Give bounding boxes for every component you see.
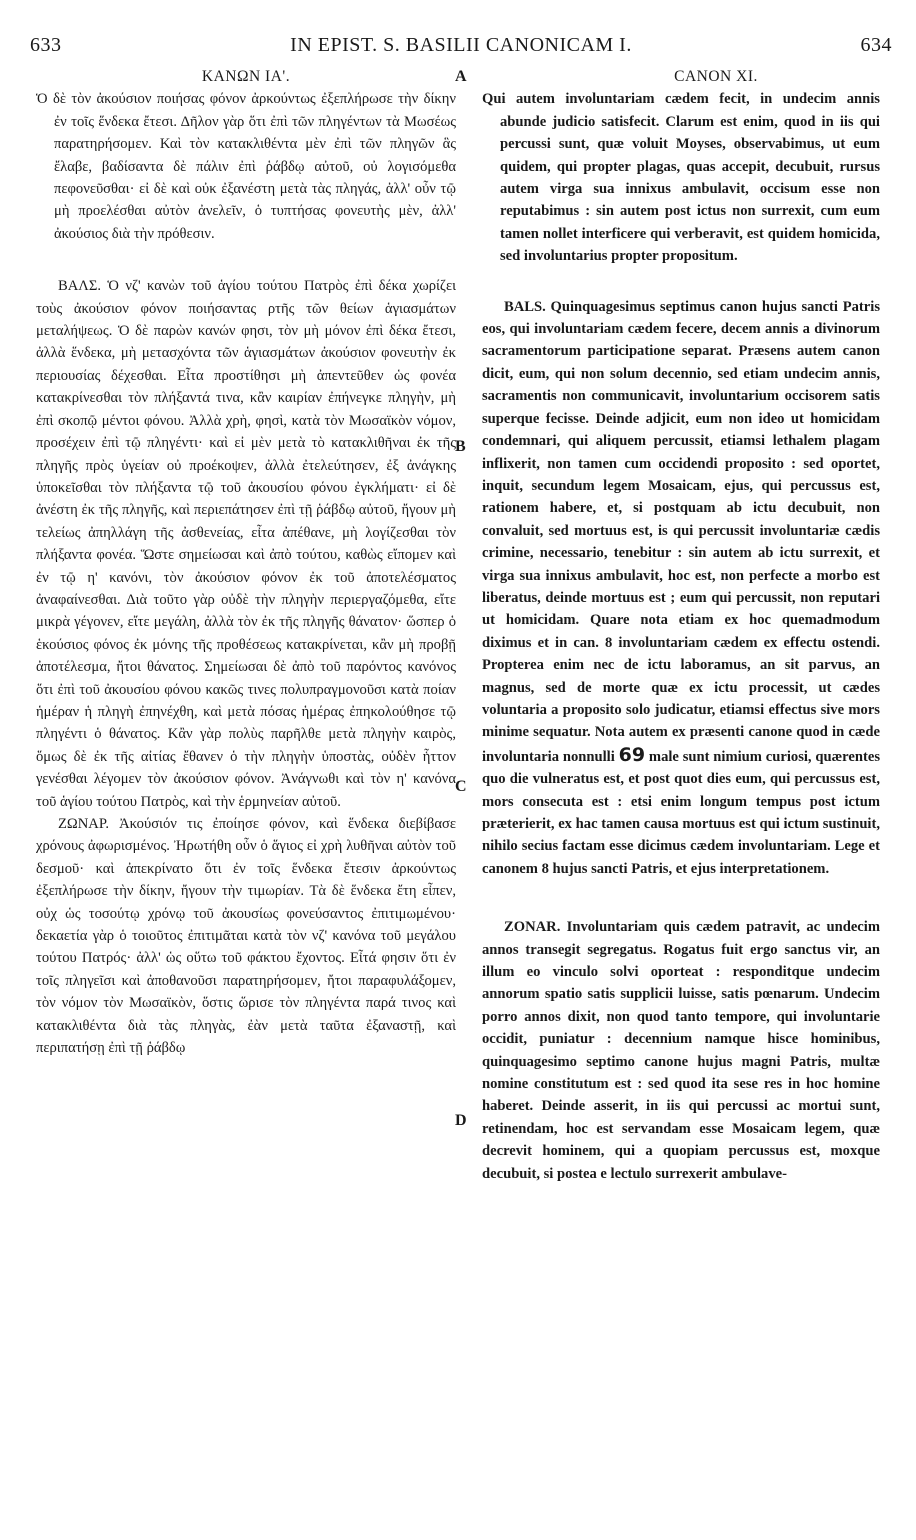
page-number-right: 634 [860, 34, 892, 56]
running-head [30, 34, 892, 60]
running-title: IN EPIST. S. BASILII CANONICAM I. [290, 34, 632, 56]
greek-column [36, 66, 456, 1059]
margin-letter-b: B [455, 438, 466, 455]
latin-canon-title: CANON XI. [674, 68, 758, 85]
latin-zonaras-commentary: ZONAR. Involuntariam quis cædem patravit, ac undecim annos transegit segregatus. Rogatus fuit ergo sanctus vir, an illum eo vinculo solvi oporteat : responditque undecim annorum spatio satis supplicii luisse, satis pœnarum. Undecim porro annos dixit, non quod tanto tempore, qui involuntarie occidit, puniatur : decennium namque hisce hominibus, quinquagesimo septimo canone hujus magni Patris, multæ nomine constitutum est : sed quod ita sese res in hoc homine haberet. Deinde asserit, in iis qui percussi ac mortui sunt, retinendam, hoc est servandam esse Mosaicam legem, quæ decrevit hominem, qui a quopiam percussus est, moxque decubuit, si postea e lectulo surrexerit ambulave- [482, 919, 880, 1182]
latin-column [482, 66, 880, 1185]
latin-balsamon-text-b: male sunt nimium curiosi, quærentes quo die vulneratus est, et post quot dies eum, qui percussus est, mors consecuta est : etsi enim longum tempus post ictum præterierit, ex hac tamen causa mortuus est qui ictum sustinuit, nihilo secius factam esse dicimus cædem involuntariam. Lege et canonem 8 hujus sancti Patris, et ejus interpretationem. [482, 748, 880, 877]
margin-letter-a: A [455, 68, 467, 85]
latin-balsamon-text-a: BALS. Quinquagesimus septimus canon hujus sancti Patris eos, qui involuntariam cædem fecere, decem annis a divinorum sacramentorum participatione separat. Præsens autem canon dicit, eum, qui non solum decennio, sed etiam undecim annis, sacramentis non communicavit, involuntarium occisorem satis superque fecisse. Deinde adjicit, eum non ideo ut homicidam condemnari, qui aliquem percussit, etiamsi lethalem plagam inflixerit, non tamen cum occidendi proposito : sed oportet, inquit, secundum legem Mosaicam, ejus, qui percussus est, rationem habere, et, si postquam ab ictu decubuit, non convaluit, sed mortuus est, is qui percussit involuntariæ cædis crimine, necessario, tenebitur : sin autem ab ictu surrexit, et virga sua innixus ambulavit, hoc est, non perfecte a morbo est liberatus, deinde mortuus est ; eum qui percussit, non reputari ut homicidam. Quare nota etiam ex hoc quemadmodum diximus et in can. 8 involuntariam cædem ex effectu ostendi. Propterea enim nec de ictu laboramus, an sit parvus, an magnus, sed de morte quæ ex ictu processit, ut cædes voluntaria a proposito solo judicatur, etiamsi effectus sive mors minime sequatur. Nota autem ex præsenti canone quod in cæde involuntaria nonnulli [482, 298, 880, 765]
greek-canon-text: Ὁ δὲ τὸν ἀκούσιον ποιήσας φόνον ἀρκούντως ἐξεπλήρωσε τὴν δίκην ἐν τοῖς ἕνδεκα ἔτεσι. Δῆλον γὰρ ὅτι ἐπὶ τῶν πληγέντων τὰ Μωσέως παρατηρήσομεν. Καὶ τὸν κατακλιθέντα μὲν ἐπὶ τῶν πληγῶν ἃς ἔλαβε, βαδίσαντα δὲ πάλιν ἐπὶ ῥάβδῳ αὐτοῦ, οὐ λογισόμεθα πεφονεῦσθαι· εἰ δὲ καὶ οὐκ ἐξανέστη μετὰ τὰς πληγάς, ἀλλ' οὖν τῷ μὴ προελέσθαι αὐτὸν ἀνελεῖν, ὁ τυπτήσας φονευτὴς μὲν, ἀλλ' ἀκούσιος διὰ τὴν πρόθεσιν. [36, 91, 456, 242]
greek-zonaras-commentary: ΖΩΝΑΡ. Ἀκούσιόν τις ἐποίησε φόνον, καὶ ἕνδεκα διεβίβασε χρόνους ἀφωρισμένος. Ἠρωτήθη οὖν ὁ ἅγιος εἰ χρὴ λυθῆναι αὐτὸν τοῦ δεσμοῦ· καὶ ἀπεκρίνατο ὅτι ἐν τοῖς ἕνδεκα ἔτεσιν ἀρκούντως ἐξεπλήρωσε τὴν δίκην, ἤγουν τὴν τιμωρίαν. Τὰ δὲ ἕνδεκα ἔτη εἶπεν, οὐχ ὡς τοσούτῳ χρόνῳ τοῦ ἀκουσίως φονεύσαντος ἐπιτιμωμένου· δεκαετία γὰρ ὁ τοιοῦτος ἐπιτιμᾶται κατὰ τὸν νζ' κανόνα τοῦ μεγάλου τούτου Πατρός· ἀλλ' ὡς οὕτω τοῦ φάκτου ἔχοντος. Εἶτά φησιν ὅτι ἐν τοῖς πληγεῖσι καὶ ἀποθανοῦσι παρατηρήσομεν, ἤτοι παραφυλάξομεν, τὸν νόμον τὸν Μωσαϊκὸν, ὅστις ὥρισε τὸν πληγέντα παρά τινος καὶ κατακλιθέντα διὰ τὰς πληγὰς, ἐὰν μετὰ ταῦτα ἐξαναστῇ, καὶ περιπατήσῃ ἐπὶ τῇ ῥάβδῳ [36, 816, 456, 1057]
latin-canon-text: Qui autem involuntariam cædem fecit, in undecim annis abunde judicio satisfecit. Clarum est enim, quod in iis qui percussi sunt, quæ voluit Moyses, observabimus, ut eum quidem, qui propter plagas, quas accepit, decubuit, rursus autem virga sua innixus ambulavit, occisum esse non reputabimus : sin autem post ictus non surrexit, cum eum tamen nollet interficere qui verberavit, est quidem homicida, sed involuntarius propter propositum. [482, 91, 880, 265]
margin-letter-d: D [455, 1112, 467, 1129]
latin-balsamon-commentary [482, 296, 880, 881]
page-number-left: 633 [30, 34, 62, 56]
greek-balsamon-commentary: ΒΑΛΣ. Ὁ νζ' κανὼν τοῦ ἁγίου τούτου Πατρὸς ἐπὶ δέκα χωρίζει τοὺς ἀκούσιον φόνον ποιήσαντας ρτῆς τῶν θείων ἁγιασμάτων μεταλήψεως. Ὁ δὲ παρὼν κανών φησι, τὸν μὴ μόνον ἐπὶ δέκα ἔτεσι, ἀλλὰ ἕνδεκα, μὴ μετασχόντα τῶν ἁγιασμάτων ἀκούσιον φονευτὴν ἐκ περιουσίας δέχεσθαι. Εἶτα προστίθησι μὴ ἀπεντεῦθεν ὡς φονέα κατακρίνεσθαι τὸν πλήξαντά τινα, κἂν καιρίαν ἐπήνεγκε πληγὴν, μὴ ἐπὶ σκοπῷ μέντοι φόνου. Ἀλλὰ χρὴ, φησὶ, κατὰ τὸν Μωσαϊκὸν νόμον, προσέχειν ἐπὶ τῷ πληγέντι· καὶ εἰ μὲν μετὰ τὸ κατακλιθῆναι ἐκ τῆς πληγῆς πρὸς ὑγείαν οὐ προέκοψεν, ἀλλὰ ἐτελεύτησεν, ἐξ ἀνάγκης ὑποκεῖσθαι τὸν πλήξαντα τῷ τοῦ ἀκουσίου φόνου ἐγκλήματι· εἰ δὲ ἀνέστη ἐκ τῆς πληγῆς, καὶ περιεπάτησεν ἐπὶ τῇ ῥάβδῳ αὐτοῦ, ἤγουν μὴ τελείως ἀπηλλάγη τῆς ἀσθενείας, εἶτα ἀπέθανε, μὴ λογίζεσθαι τὸν πλήξαντα φονέα. Ὥστε σημείωσαι καὶ ἀπὸ τούτου, καθὼς εἴπομεν καὶ ἐν τῷ η' κανόνι, τὸν ἀκούσιον φόνον ἐκ τοῦ ἀποτελέσματος ἀναφαίνεσθαι. Διὰ τοῦτο γὰρ οὐδὲ τὴν πληγὴν περιεργαζόμεθα, εἴτε μικρὰ γέγονεν, εἴτε μεγάλη, ἀλλὰ τὸν ἐκ τῆς πληγῆς θάνατον· ὥσπερ ὁ ἑκούσιος φόνος ἐκ μόνης τῆς προθέσεως κατακρίνεται, κἂν μὴ προβῇ ἀποτέλεσμα, ἤτοι θάνατος. Σημείωσαι δὲ ἀπὸ τοῦ παρόντος κανόνος ὅτι ἐπὶ τοῦ ἀκουσίου φόνου κακῶς τινες πολυπραγμονοῦσι κατὰ ποίαν ἡμέραν ἡ πληγὴ ἐπηνέχθη, καὶ μετὰ πόσας ἡμέρας ἐπηκολούθησε τῷ πληγέντι ὁ θάνατος. Κἂν γὰρ πολὺς παρῆλθε μετὰ πληγὴν καιρὸς, ὅμως δὲ ἐκ τῆς αἰτίας ἔθανεν ὁ τὴν πληγὴν ὑποστὰς, οὐδὲν ἧττον γενέσθαι λέγομεν τὸν ἀκούσιον φόνον. Ἀνάγνωθι καὶ τὸν η' κανόνα τοῦ ἁγίου τούτου Πατρὸς, καὶ τὴν ἑρμηνείαν αὐτοῦ. [36, 278, 456, 810]
margin-letter-c: C [455, 778, 467, 795]
column-number: 69 [618, 743, 646, 766]
greek-canon-title: ΚΑΝΩΝ ΙΑ'. [201, 68, 291, 85]
